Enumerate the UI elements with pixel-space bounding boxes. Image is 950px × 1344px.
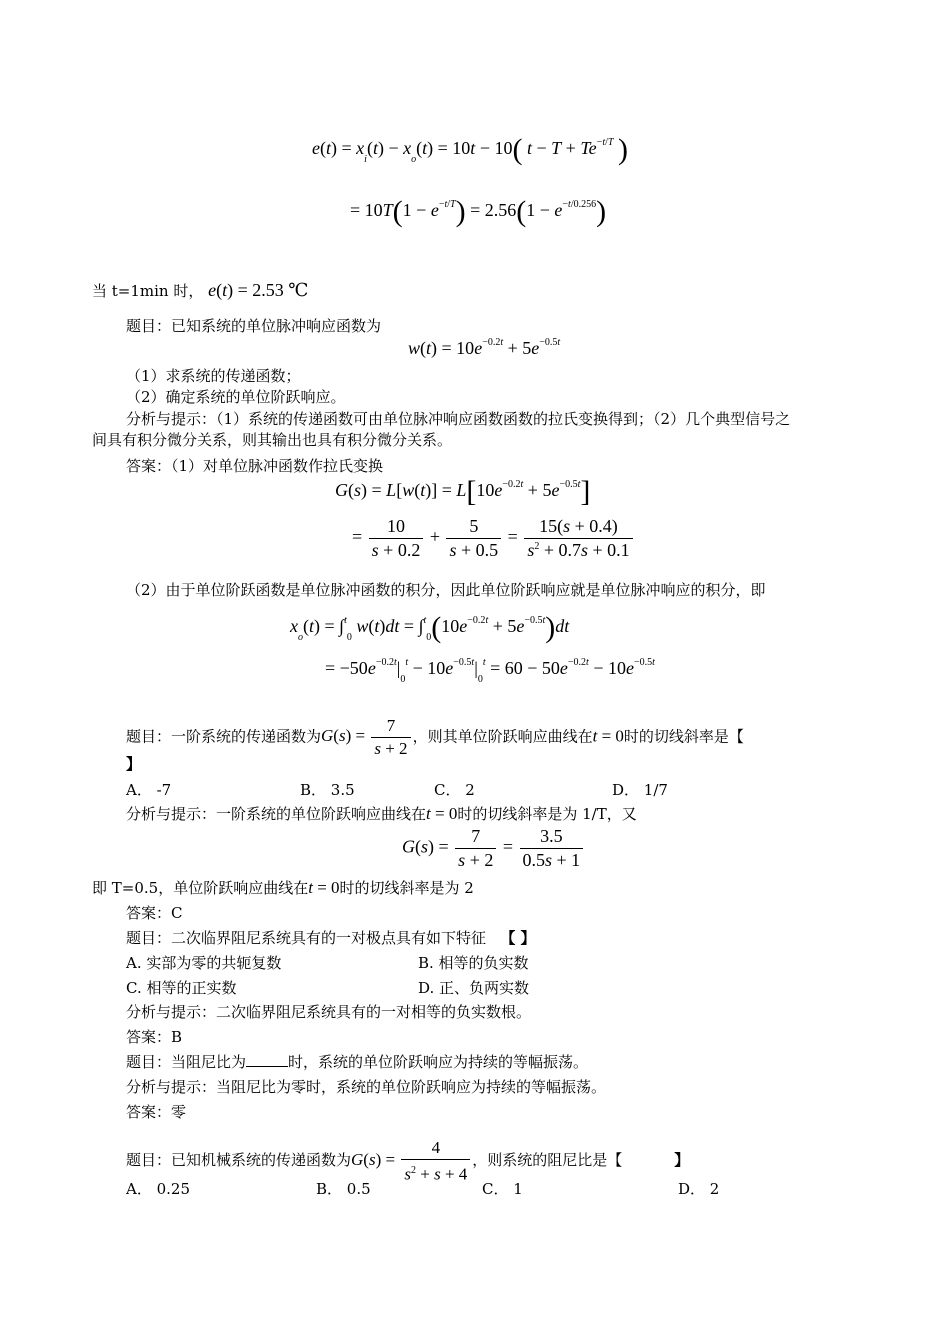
q3-option-a: A. 实部为零的共轭复数 <box>126 954 282 972</box>
q5-option-d: D． 2 <box>678 1180 720 1198</box>
when-prefix: 当 t=1min 时， <box>92 282 204 300</box>
q3-answer: 答案：B <box>126 1028 183 1046</box>
q1-title: 题目：已知系统的单位脉冲响应函数为 <box>126 317 382 335</box>
q3-hint: 分析与提示：二次临界阻尼系统具有的一对相等的负实数根。 <box>126 1003 532 1021</box>
q3-option-b: B. 相等的负实数 <box>418 954 529 972</box>
when-line <box>92 280 308 301</box>
q1-answer1: 答案：（1）对单位脉冲函数作拉氏变换 <box>126 457 384 475</box>
q1-w-equation: $w(t) = 10e^{-0.2t} + 5e^{-0.5t}$ <box>408 337 561 358</box>
equation-error-line1: $e(t) = x_i(t) - x_o(t) = 10t - 10$( $t - T + Te^{-t/T}$ ) <box>312 132 628 166</box>
q4-hint: 分析与提示：当阻尼比为零时，系统的单位阶跃响应为持续的等幅振荡。 <box>126 1078 607 1096</box>
q1-xo-equation1: $x_o(t) = \int^t_0$ $w(t)dt = \int^t_0(10e^{-0.2t} + 5e^{-0.5t})dt$ <box>290 610 570 644</box>
q5-title-post: ，则系统的阻尼比是【 <box>472 1151 623 1170</box>
q2-hint-post: 时的切线斜率是为 1/T，又 <box>457 805 637 823</box>
q4-title-pre: 题目：当阻尼比为 <box>126 1053 247 1071</box>
q5-title-pre: 题目：已知机械系统的传递函数为 <box>126 1151 352 1170</box>
q2-title-post: ，则其单位阶跃响应曲线在 <box>412 727 593 746</box>
q5-option-a: A． 0.25 <box>126 1180 190 1198</box>
q2-concl-pre: 即 T=0.5，单位阶跃响应曲线在 <box>92 879 309 897</box>
q2-concl-post: 时的切线斜率是为 2 <box>339 879 474 897</box>
q4-answer: 答案：零 <box>126 1103 187 1121</box>
q1-answer2: （2）由于单位阶跃函数是单位脉冲函数的积分，因此单位阶跃响应就是单位脉冲响应的积分，即 <box>126 581 766 599</box>
q2-g-equation: G(s) = $\frac{7}{s + 2}$ = $\frac{3.5}{0.5s + 1}$ <box>402 826 585 871</box>
q2-option-d: D． 1/7 <box>612 781 668 799</box>
q5-title: 题目：已知机械系统的传递函数为G(s) = $\frac{4}{s^2 + s + 4}$ ，则系统的阻尼比是【 】 <box>126 1138 690 1184</box>
when-math: e(t) = 2.53 ℃ <box>208 280 309 300</box>
q2-conclusion: 即 T=0.5，单位阶跃响应曲线在t = 0时的切线斜率是为 2 <box>92 878 474 897</box>
q3-option-d: D. 正、负两实数 <box>418 979 530 997</box>
q1-hint-b: 间具有积分微分关系，则其输出也具有积分微分关系。 <box>92 431 453 449</box>
q4-blank <box>246 1052 288 1067</box>
q1-xo-equation2: = $-50e^{-0.2t}|_0^t - 10e^{-0.5t}|_0^t = 60 - 50e^{-0.2t} - 10e^{-0.5t}$ <box>325 657 655 685</box>
q1-part1: （1）求系统的传递函数； <box>126 367 301 385</box>
q2-option-c: C． 2 <box>434 781 475 799</box>
q2-hint-pre: 分析与提示：一阶系统的单位阶跃响应曲线在 <box>126 805 427 823</box>
q2-bracket-close: 】 <box>126 755 142 773</box>
q5-bracket-close: 】 <box>674 1151 690 1170</box>
q5-option-c: C． 1 <box>482 1180 523 1198</box>
q5-option-b: B． 0.5 <box>316 1180 371 1198</box>
q4-title-post: 时，系统的单位阶跃响应为持续的等幅振荡。 <box>288 1053 589 1071</box>
q2-title-post2: 时的切线斜率是【 <box>623 727 744 746</box>
q1-g-equation2: = $\frac{10}{s + 0.2}$ + $\frac{5}{s + 0.5}$ = $\frac{15(s + 0.4)}{s^2 + 0.7s + 0.1}$ <box>352 516 635 561</box>
q2-answer: 答案：C <box>126 904 183 922</box>
q2-title-pre: 题目：一阶系统的传递函数为 <box>126 727 322 746</box>
q3-bracket: 【 】 <box>500 929 536 947</box>
q2-option-b: B． 3.5 <box>300 781 355 799</box>
q1-g-equation1: $G(s) = L[w(t)] = L[10e^{-0.2t} + 5e^{-0.5t}]$ <box>335 474 591 508</box>
q3-option-c: C. 相等的正实数 <box>126 979 237 997</box>
q4-title <box>126 1052 588 1072</box>
q2-hint: 分析与提示：一阶系统的单位阶跃响应曲线在t = 0时的切线斜率是为 1/T，又 <box>126 804 637 823</box>
q2-title: 题目：一阶系统的传递函数为G(s) = $\frac{7}{s + 2}$ ，则其单位阶跃响应曲线在t = 0时的切线斜率是【 <box>126 716 744 758</box>
q3-title-text: 题目：二次临界阻尼系统具有的一对极点具有如下特征 <box>126 929 487 947</box>
q3-title <box>126 928 536 948</box>
q2-option-a: A． -7 <box>126 781 172 799</box>
equation-error-line2: = $10T(1 - e^{-t/T}) = 2.56(1 - e^{-t/0.256})$ <box>350 194 607 228</box>
q1-hint-a: 分析与提示：（1）系统的传递函数可由单位脉冲响应函数函数的拉氏变换得到；（2）几个典型信号之 <box>126 410 791 428</box>
q1-part2: （2）确定系统的单位阶跃响应。 <box>126 388 346 406</box>
